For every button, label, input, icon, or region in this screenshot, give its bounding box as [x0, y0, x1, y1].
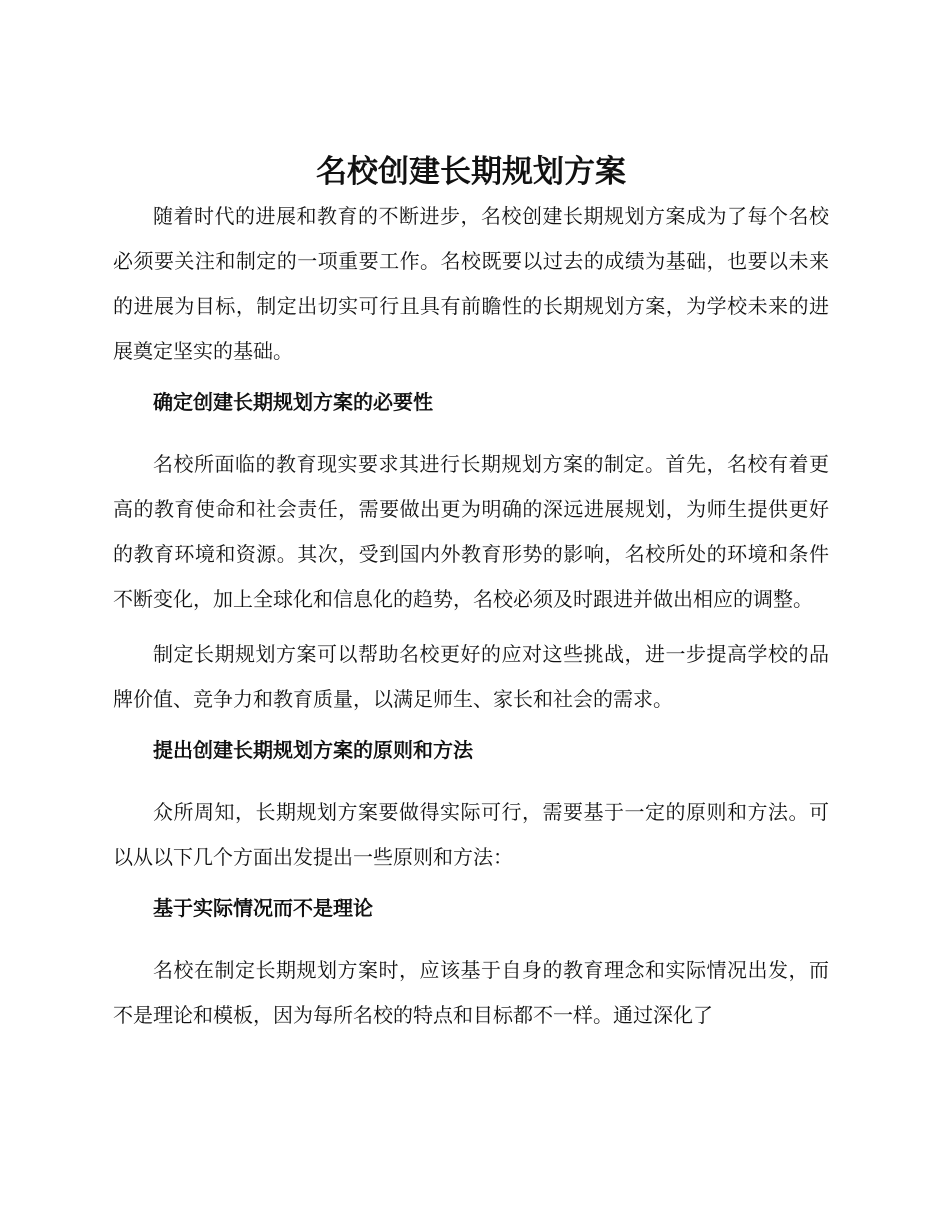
document-body [113, 150, 829, 1048]
necessity-paragraph-2: 制定长期规划方案可以帮助名校更好的应对这些挑战，进一步提高学校的品牌价值、竞争力和教育质量，以满足师生、家长和社会的需求。 [113, 642, 829, 711]
section-heading-principles: 提出创建长期规划方案的原则和方法 [153, 738, 473, 762]
practical-basis-paragraph: 名校在制定长期规划方案时，应该基于自身的教育理念和实际情况出发，而不是理论和模板，因为每所名校的特点和目标都不一样。通过深化了 [113, 958, 829, 1027]
necessity-paragraph-1: 名校所面临的教育现实要求其进行长期规划方案的制定。首先，名校有着更高的教育使命和社会责任，需要做出更为明确的深远进展规划，为师生提供更好的教育环境和资源。其次，受到国内外教育形势的影响，名校所处的环境和条件不断变化，加上全球化和信息化的趋势，名校必须及时跟进并做出相应的调整。 [113, 452, 829, 611]
principles-paragraph: 众所周知，长期规划方案要做得实际可行，需要基于一定的原则和方法。可以从以下几个方面出发提出一些原则和方法： [113, 800, 829, 869]
section-heading-practical-basis: 基于实际情况而不是理论 [153, 896, 373, 920]
document-title: 名校创建长期规划方案 [316, 154, 626, 190]
section-heading-necessity: 确定创建长期规划方案的必要性 [153, 390, 433, 414]
intro-paragraph: 随着时代的进展和教育的不断进步，名校创建长期规划方案成为了每个名校必须要关注和制定的一项重要工作。名校既要以过去的成绩为基础，也要以未来的进展为目标，制定出切实可行且具有前瞻性的长期规划方案，为学校未来的进展奠定坚实的基础。 [113, 204, 829, 363]
